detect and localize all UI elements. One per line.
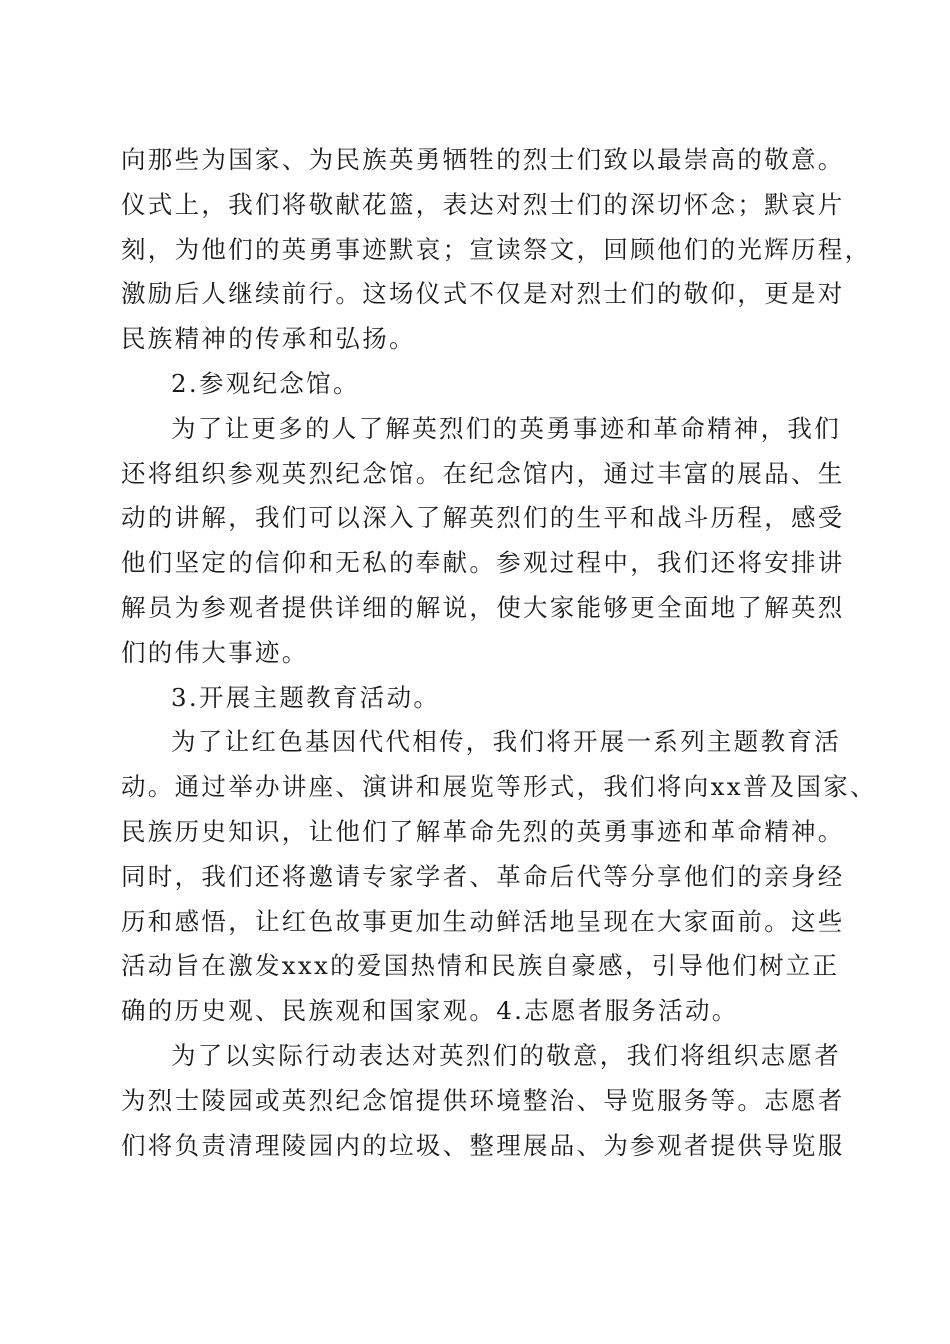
text-line: 活动旨在激发xxx的爱国热情和民族自豪感，引导他们树立正: [121, 951, 840, 981]
document-body: [121, 138, 877, 1168]
text-line: 历和感悟，让红色故事更加生动鲜活地呈现在大家面前。这些: [121, 906, 845, 936]
text-line: 激励后人继续前行。这场仪式不仅是对烈士们的敬仰，更是对: [121, 279, 845, 309]
text-line: 为了让更多的人了解英烈们的英勇事迹和革命精神，我们: [171, 413, 841, 443]
text-line: 还将组织参观英烈纪念馆。在纪念馆内，通过丰富的展品、生: [121, 458, 845, 488]
text-line: 解员为参观者提供详细的解说，使大家能够更全面地了解英烈: [121, 592, 845, 622]
text-line: 仪式上，我们将敬献花篮，表达对烈士们的深切怀念；默哀片: [121, 189, 845, 219]
text-line: 为了以实际行动表达对英烈们的敬意，我们将组织志愿者: [171, 1040, 841, 1070]
text-line: 刻，为他们的英勇事迹默哀；宣读祭文，回顾他们的光辉历程，: [121, 234, 872, 264]
text-line: 民族精神的传承和弘扬。: [121, 324, 416, 354]
text-line: 民族历史知识，让他们了解革命先烈的英勇事迹和革命精神。: [121, 816, 845, 846]
text-line: 动的讲解，我们可以深入了解英烈们的生平和战斗历程，感受: [121, 503, 845, 533]
text-line: 们将负责清理陵园内的垃圾、整理展品、为参观者提供导览服: [121, 1130, 845, 1160]
text-line: 他们坚定的信仰和无私的奉献。参观过程中，我们还将安排讲: [121, 548, 845, 578]
text-line: 向那些为国家、为民族英勇牺牲的烈士们致以最崇高的敬意。: [121, 145, 845, 174]
section-heading: 2.参观纪念馆。: [171, 368, 360, 398]
text-line: 为烈士陵园或英烈纪念馆提供环境整治、导览服务等。志愿者: [121, 1085, 845, 1115]
text-line: 动。通过举办讲座、演讲和展览等形式，我们将向xx普及国家、: [121, 772, 877, 802]
text-line: 们的伟大事迹。: [121, 637, 309, 667]
text-line: 同时，我们还将邀请专家学者、革命后代等分享他们的亲身经: [121, 861, 845, 891]
text-line: 确的历史观、民族观和国家观。4.志愿者服务活动。: [121, 996, 739, 1026]
section-heading: 3.开展主题教育活动。: [171, 682, 441, 712]
text-line: 为了让红色基因代代相传，我们将开展一系列主题教育活: [171, 727, 841, 757]
